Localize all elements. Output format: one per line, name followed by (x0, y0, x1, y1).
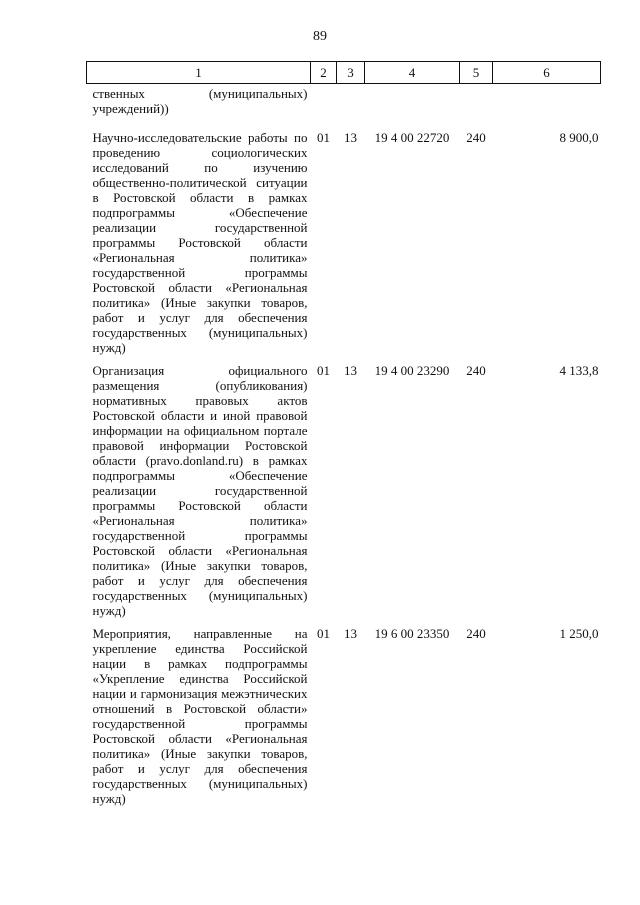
table-row (87, 116, 601, 355)
header-col-2: 2 (311, 62, 337, 84)
header-col-1: 1 (87, 62, 311, 84)
row-subsection-code: 13 (344, 130, 357, 145)
header-col-6: 6 (493, 62, 601, 84)
row-expense-type-code: 240 (466, 626, 486, 641)
row-section-code: 01 (317, 363, 330, 378)
table-row (87, 355, 601, 618)
header-col-5: 5 (460, 62, 493, 84)
page-number: 89 (313, 29, 327, 44)
header-col-3: 3 (337, 62, 365, 84)
row-amount: 4 133,8 (559, 363, 599, 378)
row-description: ственных (муниципальных) учреждений)) (92, 86, 308, 116)
row-subsection-code: 13 (344, 363, 357, 378)
row-amount: 8 900,0 (559, 130, 599, 145)
row-section-code: 01 (317, 626, 330, 641)
row-amount: 1 250,0 (559, 626, 599, 641)
row-target-article-code: 19 6 00 23350 (374, 626, 450, 641)
row-expense-type-code: 240 (466, 363, 486, 378)
row-description: Научно-исследовательские работы по проведению социологических исследований по изучению общественно-политической ситуации в Ростовской области в рамках подпрограммы «Обеспечение реализации государственной программы Ростовской области «Региональная политика» государственной программы Ростовской области «Региональная политика» (Иные закупки товаров, работ и услуг для обеспечения государственных (муниципальных) нужд) (92, 130, 308, 355)
row-target-article-code: 19 4 00 23290 (374, 363, 450, 378)
row-subsection-code: 13 (344, 626, 357, 641)
row-section-code: 01 (317, 130, 330, 145)
row-target-article-code: 19 4 00 22720 (374, 130, 450, 145)
table-header (87, 62, 601, 84)
row-description: Мероприятия, направленные на укрепление единства Российской нации в рамках подпрограммы «Укрепление единства Российской нации и гармонизация межэтнических отношений в Ростовской области» государственной программы Ростовской области «Региональная политика» (Иные закупки товаров, работ и услуг для обеспечения государственных (муниципальных) нужд) (92, 626, 308, 806)
row-description: Организация официального размещения (опубликования) нормативных правовых актов Ростовской области и иной правовой информации на официальном портале правовой информации Ростовской области (pravo.donland.ru) в рамках подпрограммы «Обеспечение реализации государственной программы Ростовской области «Региональная политика» государственной программы Ростовской области «Региональная политика» (Иные закупки товаров, работ и услуг для обеспечения государственных (муниципальных) нужд) (92, 363, 308, 618)
table-row (87, 618, 601, 806)
budget-table (86, 61, 601, 806)
row-expense-type-code: 240 (466, 130, 486, 145)
header-col-4: 4 (365, 62, 460, 84)
table-row-continuation (87, 84, 601, 117)
